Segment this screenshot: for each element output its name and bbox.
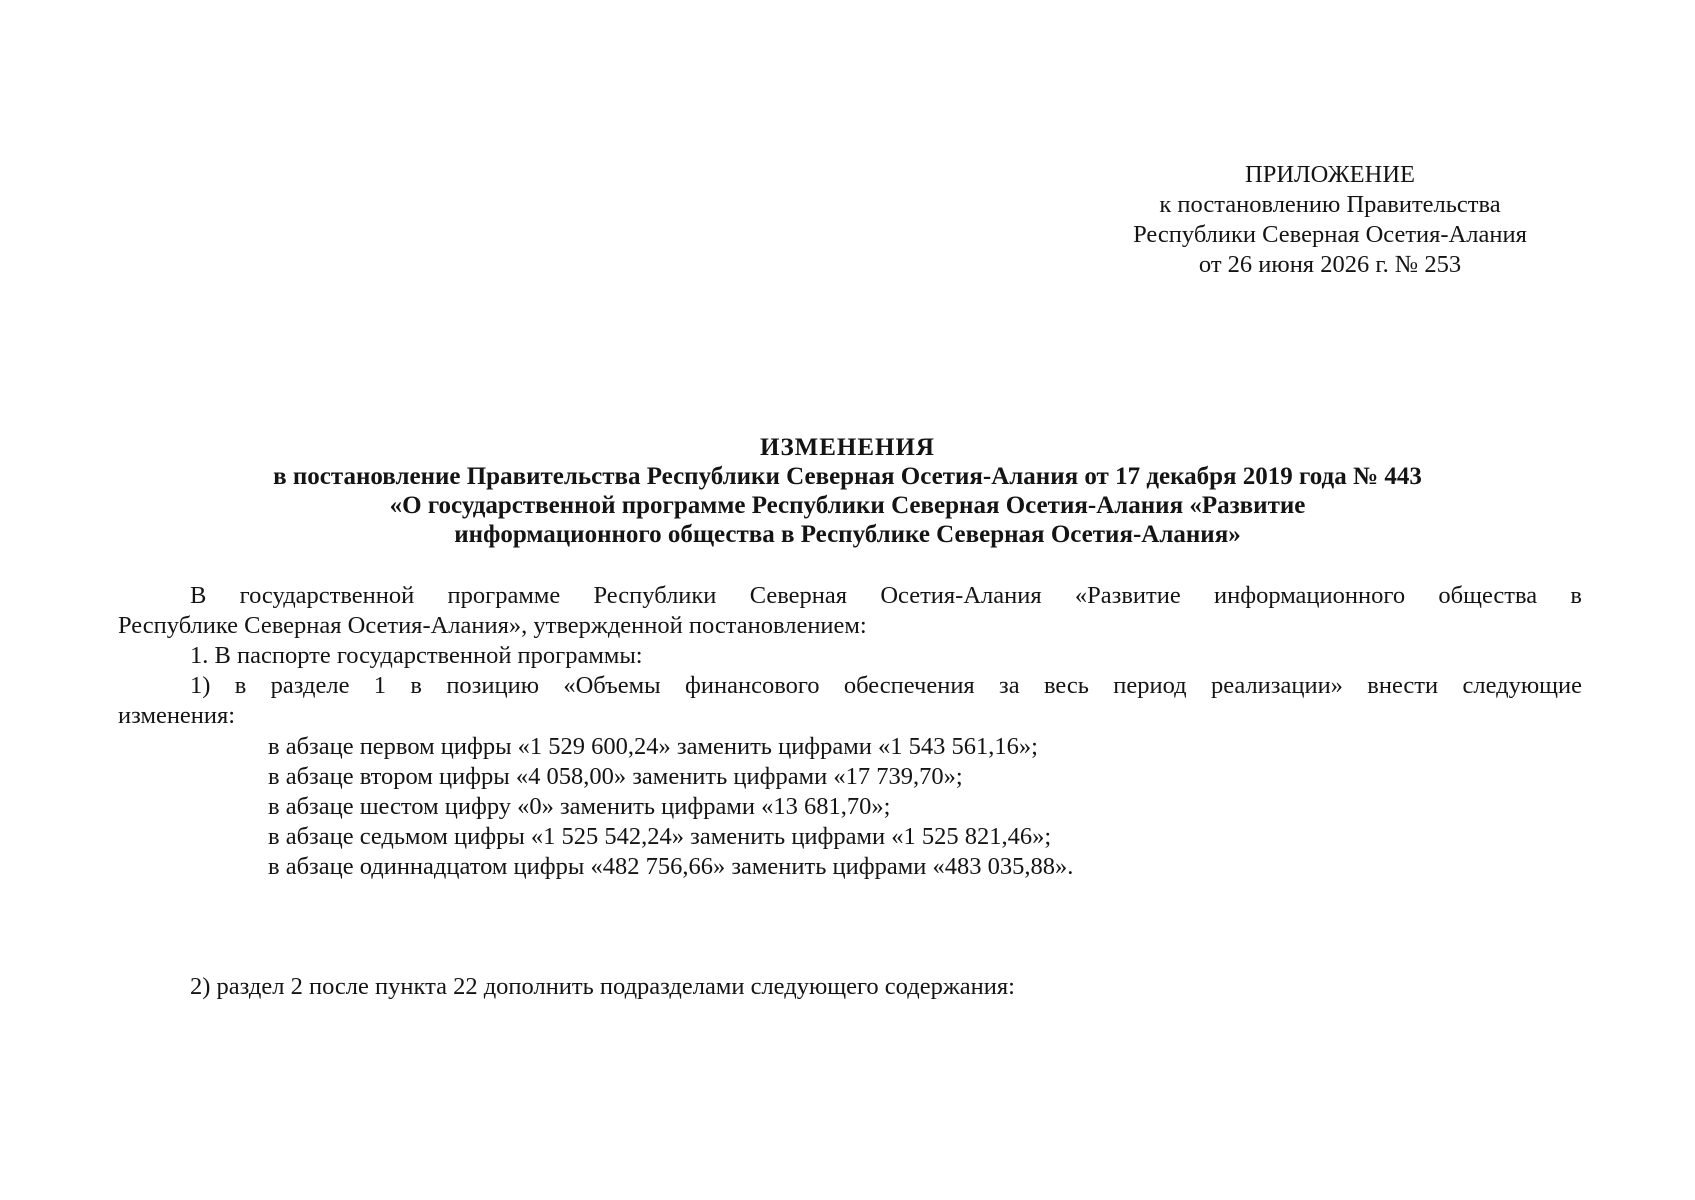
- change-item: в абзаце одиннадцатом цифры «482 756,66» заменить цифрами «483 035,88».: [268, 853, 1074, 880]
- subitem-1-line-1: 1) в разделе 1 в позицию «Объемы финансового обеспечения за весь период реализации» внести следующие: [190, 672, 1582, 699]
- title-line-3: информационного общества в Республике Северная Осетия-Алания»: [454, 521, 1241, 548]
- change-item: в абзаце седьмом цифры «1 525 542,24» заменить цифрами «1 525 821,46»;: [268, 823, 1052, 850]
- intro-line-2: Республике Северная Осетия-Алания», утвержденной постановлением:: [118, 612, 867, 639]
- change-item: в абзаце шестом цифру «0» заменить цифрами «13 681,70»;: [268, 793, 891, 820]
- change-item: в абзаце первом цифры «1 529 600,24» заменить цифрами «1 543 561,16»;: [268, 733, 1038, 760]
- subitem-2: 2) раздел 2 после пункта 22 дополнить подразделами следующего содержания:: [190, 973, 1015, 1000]
- appendix-line-3: от 26 июня 2026 г. № 253: [1198, 251, 1462, 278]
- appendix-line-2: Республики Северная Осетия-Алания: [1133, 221, 1527, 248]
- intro-line-1: В государственной программе Республики Северная Осетия-Алания «Развитие информационного общества в: [190, 582, 1582, 609]
- subitem-1-line-2: изменения:: [118, 702, 236, 729]
- title-line-1: в постановление Правительства Республики Северная Осетия-Алания от 17 декабря 2019 года № 443: [273, 463, 1422, 490]
- title-line-2: «О государственной программе Республики Северная Осетия-Алания «Развитие: [389, 492, 1306, 519]
- document-title: ИЗМЕНЕНИЯ: [760, 434, 935, 461]
- appendix-line-1: к постановлению Правительства: [1159, 191, 1501, 218]
- appendix-heading: ПРИЛОЖЕНИЕ: [1245, 161, 1415, 188]
- item-1: 1. В паспорте государственной программы:: [190, 642, 643, 669]
- change-item: в абзаце втором цифры «4 058,00» заменить цифрами «17 739,70»;: [268, 763, 963, 790]
